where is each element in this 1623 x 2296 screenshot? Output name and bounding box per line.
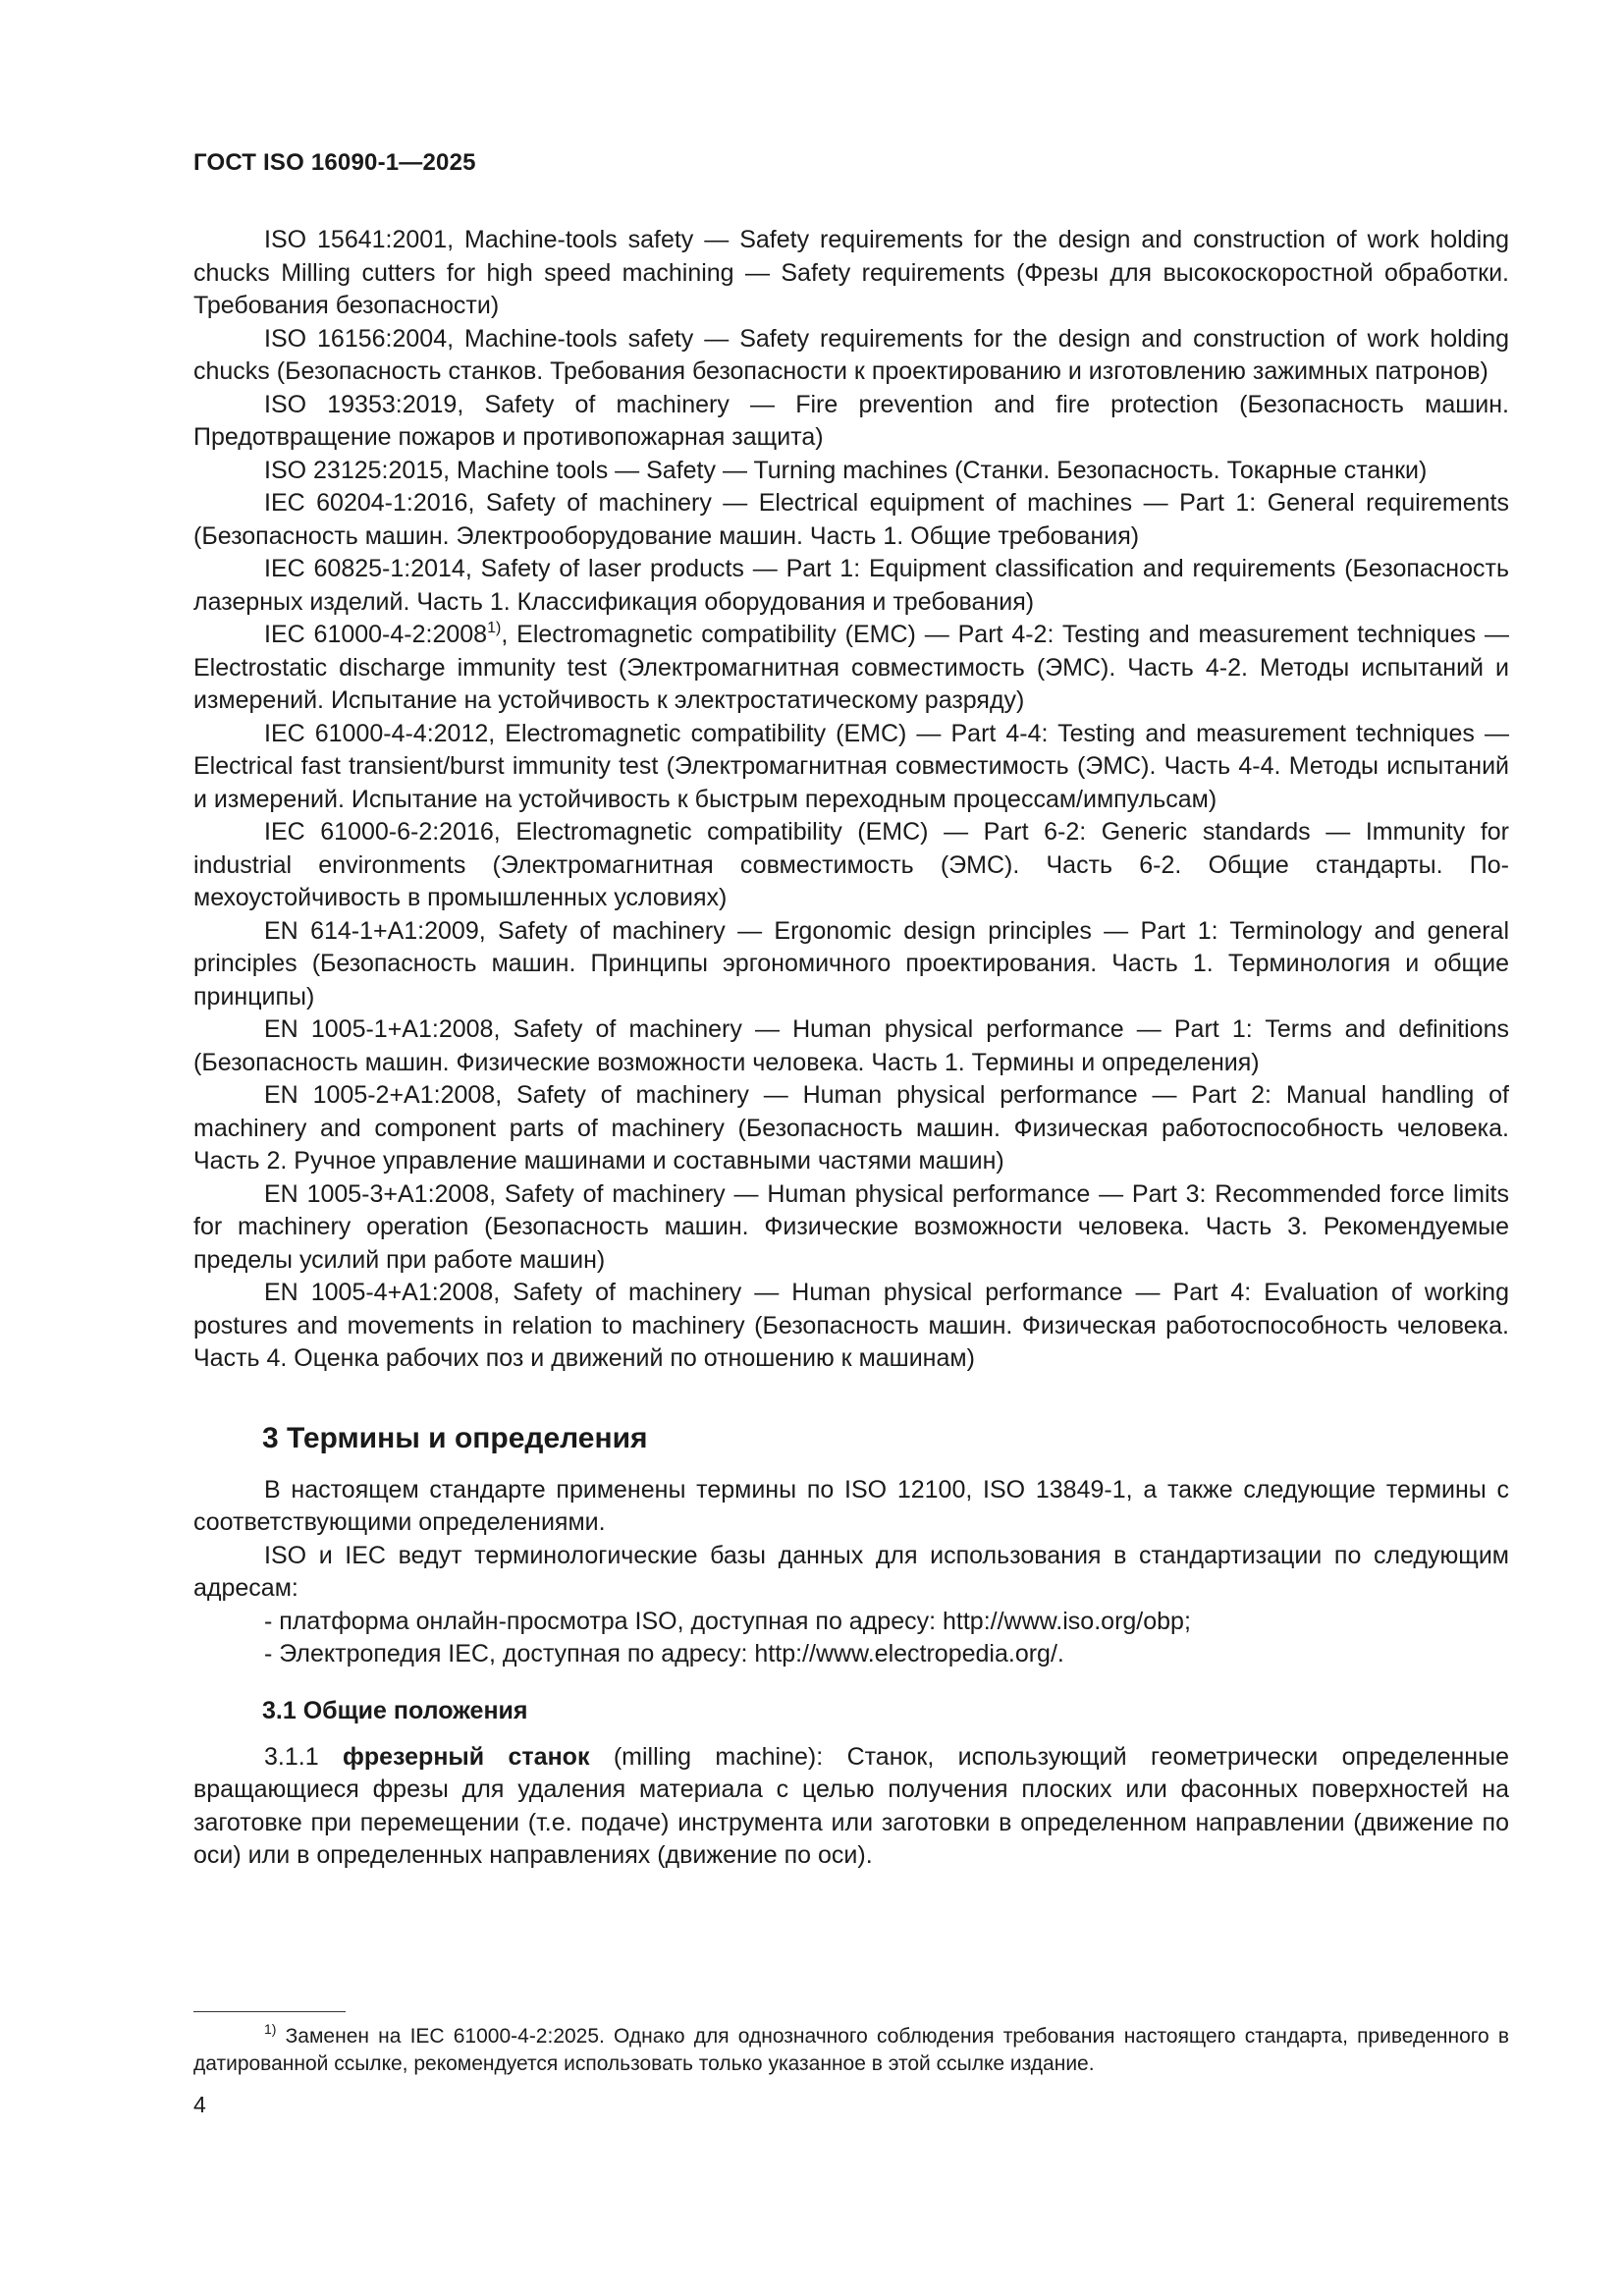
footnote-marker: 1) [264, 2021, 277, 2037]
reference-item: EN 1005-2+A1:2008, Safety of machinery — Human physical performance — Part 2: Manual handling of machinery and component parts of machinery (Безопасность машин. Физическая работоспособность человека. Часть 2. Ручное управление машинами и составными частями машин) [193, 1081, 1509, 1175]
list-item: - платформа онлайн-просмотра ISO, доступная по адресу: http://www.iso.org/obp; [264, 1607, 1191, 1635]
term-number: 3.1.1 [264, 1742, 319, 1771]
reference-item: ISO 16156:2004, Machine-tools safety — Safety requirements for the design and construction of work holding chucks (Безопасность станков. Требования безопасности к проектированию и изготовлению зажимных патронов) [193, 324, 1509, 385]
section-heading: 3 Термины и определения [262, 1421, 648, 1454]
section-body [193, 1474, 1509, 1671]
reference-item: ISO 23125:2015, Machine tools — Safety — Turning machines (Станки. Безопасность. Токарные станки) [264, 456, 1428, 484]
term-text: (milling machine): Станок, использующий геометрически определенные вращающиеся фрезы для удаления материала с целью получения плоских или фасонных поверхностей на заготовке при перемещении (т.е. подаче) инструмента или заготовки в определенном направлении (движение по оси) или в определенных направлениях (движение по оси). [193, 1742, 1509, 1869]
footnote-text [193, 2023, 1509, 2078]
term-name: фрезерный станок [343, 1742, 590, 1771]
normative-references-list [193, 224, 1509, 1376]
reference-item: IEC 60204-1:2016, Safety of machinery — Electrical equipment of machines — Part 1: General requirements (Безопасность машин. Электрооборудование машин. Часть 1. Общие требования) [193, 489, 1509, 550]
reference-item: IEC 60825-1:2014, Safety of laser products — Part 1: Equipment classification and requirements (Безопасность лазерных изделий. Часть 1. Классификация оборудования и требования) [193, 555, 1509, 616]
page-content [193, 224, 1509, 1873]
reference-item: IEC 61000-4-4:2012, Electromagnetic compatibility (EMC) — Part 4-4: Testing and measurement techniques — Electrical fast transient/burst immunity test (Электромагнитная совместимость (ЭМС). Часть 4-4. Методы испытаний и измерений. Испытание на устойчивость к быстрым переходным процессам/импульсам) [193, 719, 1509, 813]
reference-item: EN 1005-4+A1:2008, Safety of machinery — Human physical performance — Part 4: Evaluation of working postures and movements in relation to machinery (Безопасность машин. Физическая работоспособность человека. Часть 4. Оценка рабочих поз и движений по отношению к машинам) [193, 1279, 1509, 1372]
page-number: 4 [193, 2092, 206, 2117]
footnote-body: Заменен на IEC 61000-4-2:2025. Однако для однозначного соблюдения требования настоящего стандарта, приведенного в датированной ссылке, рекомендуется использовать только указанное в этой ссылке издание. [193, 2025, 1509, 2075]
subsection-heading: 3.1 Общие положения [262, 1696, 528, 1724]
reference-item: IEC 61000-6-2:2016, Electromagnetic compatibility (EMC) — Part 6-2: Generic standards — Immunity for industrial environments (Электромагнитная совместимость (ЭМС). Часть 6-2. Общие стандарты. Помехоустойчивость в промышленных условиях) [193, 818, 1509, 911]
reference-text: , Electromagnetic compatibility (EMC) — Part 4-2: Testing and measurement techniques — Electrostatic discharge immunity test (Электромагнитная совместимость (ЭМС). Часть 4-2. Методы испытаний и измерений. Испытание на устойчивость к электростатическому разряду) [193, 621, 1509, 714]
reference-item: EN 614-1+A1:2009, Safety of machinery — Ergonomic design principles — Part 1: Terminology and general principles (Безопасность машин. Принципы эргономичного проектирования. Часть 1. Терминология и общие принципы) [193, 916, 1509, 1011]
reference-item: ISO 15641:2001, Machine-tools safety — Safety requirements for the design and construction of work holding chucks Milling cutters for high speed machining — Safety requirements (Фрезы для высокоскоростной обработки. Требования безопасности) [193, 226, 1509, 319]
term-entry [193, 1741, 1509, 1873]
footnote-divider [193, 2011, 346, 2012]
paragraph: В настоящем стандарте применены термины по ISO 12100, ISO 13849-1, а также следующие термины с соответствующими определениями. [193, 1475, 1509, 1536]
term-definition [193, 1741, 1509, 1873]
footnote-marker: 1) [487, 620, 502, 636]
reference-item: EN 1005-1+A1:2008, Safety of machinery — Human physical performance — Part 1: Terms and definitions (Безопасность машин. Физические возможности человека. Часть 1. Термины и определения) [193, 1015, 1509, 1076]
reference-item: EN 1005-3+A1:2008, Safety of machinery — Human physical performance — Part 3: Recommended force limits for machinery operation (Безопасность машин. Физические возможности человека. Часть 3. Рекомендуемые пределы усилий при работе машин) [193, 1179, 1509, 1274]
reference-code: IEC 61000-4-2:2008 [264, 621, 488, 648]
document-header: ГОСТ ISO 16090-1—2025 [193, 149, 476, 176]
reference-item: ISO 19353:2019, Safety of machinery — Fire prevention and fire protection (Безопасность машин. Предотвращение пожаров и противопожарная защита) [193, 390, 1509, 451]
paragraph: ISO и IEC ведут терминологические базы данных для использования в стандартизации по следующим адресам: [193, 1541, 1509, 1602]
list-item: - Электропедия IEC, доступная по адресу: http://www.electropedia.org/. [264, 1640, 1064, 1667]
reference-item-with-footnote [193, 619, 1509, 718]
footnote [193, 2023, 1509, 2078]
